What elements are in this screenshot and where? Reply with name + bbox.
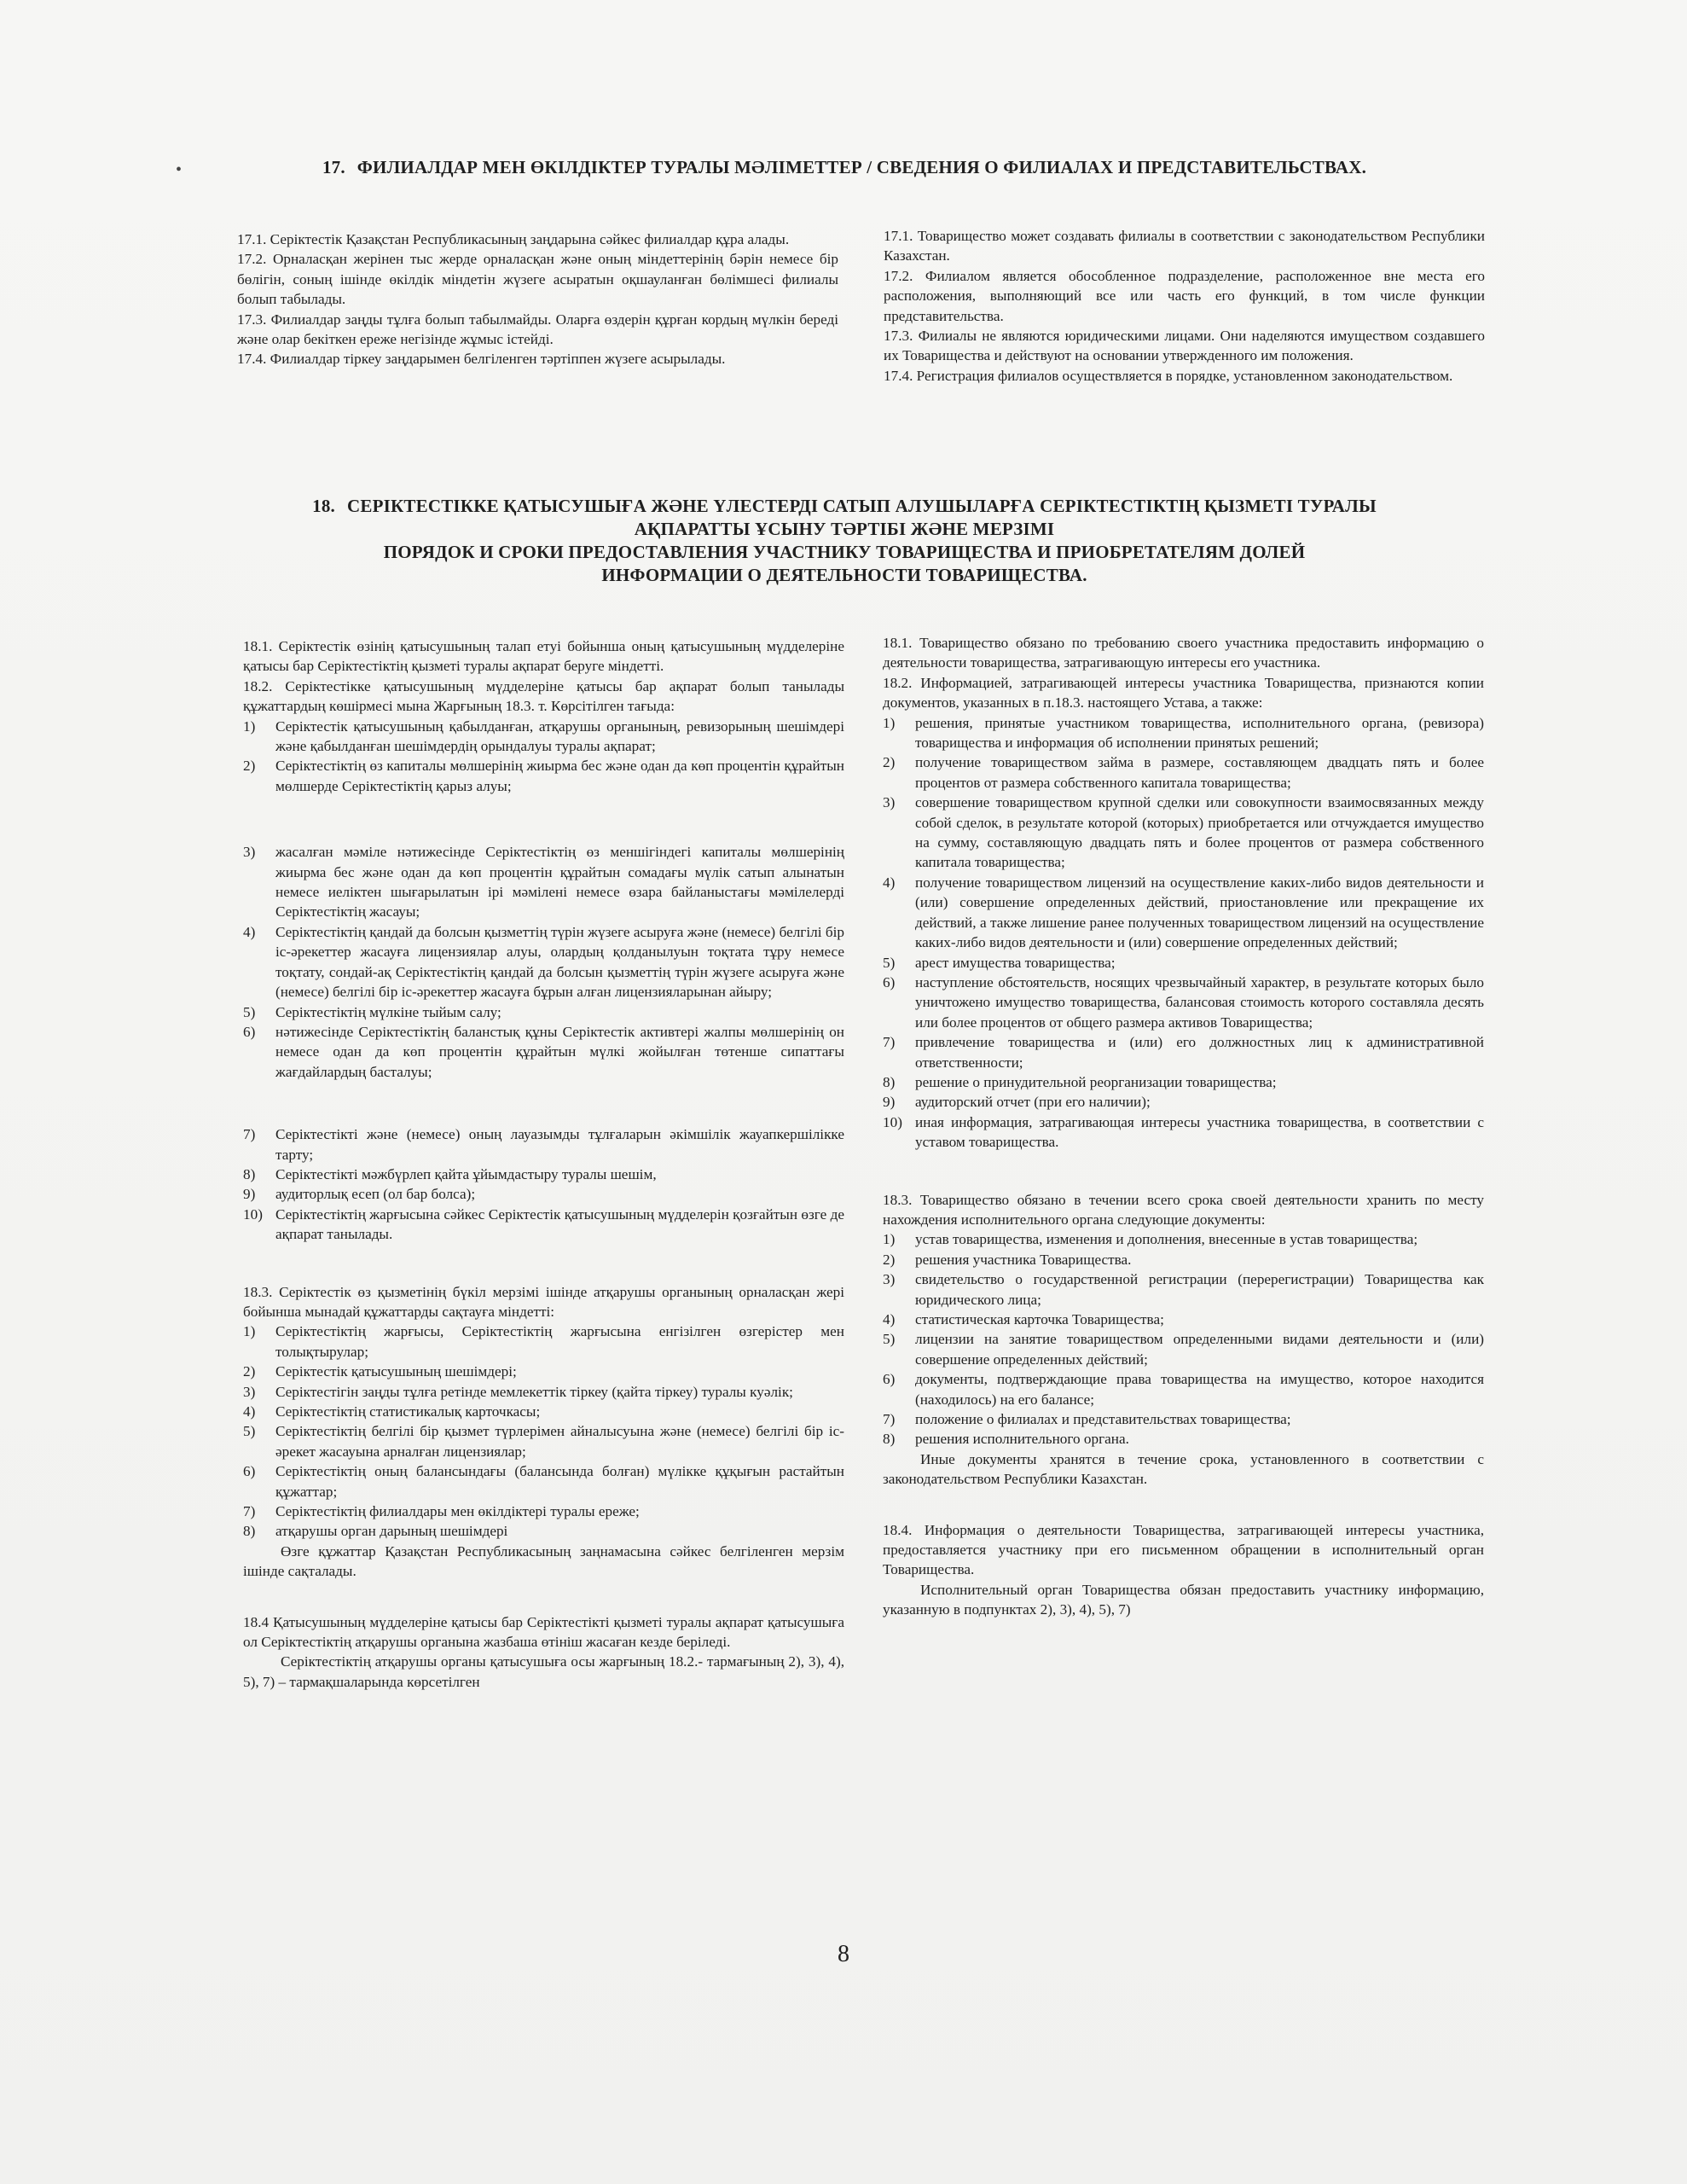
kz-18-3: 18.3. Серіктестік өз қызметінің бүкіл мерзімі ішінде атқарушы органының орналасқан жері бойынша мынадай құжаттарды сақтауға міндетті: (243, 1283, 844, 1320)
section-17-title: ФИЛИАЛДАР МЕН ӨКІЛДІКТЕР ТУРАЛЫ МӘЛІМЕТТЕР / СВЕДЕНИЯ О ФИЛИАЛАХ И ПРЕДСТАВИТЕЛЬСТВАХ. (357, 157, 1367, 177)
ru-17-1: 17.1. Товарищество может создавать филиалы в соответствии с законодательством Республики Казахстан. (884, 228, 1485, 264)
list-item: 4) получение товариществом лицензий на осуществление каких-либо видов деятельности и (или) совершение определенных действий, приостановление или прекращение их действий, а также лишение ранее полученных товариществом лицензий на осуществление каких-либо видов деятельности и (или) совершение определенных действий; (883, 874, 1484, 951)
list-item: 1) устав товарищества, изменения и дополнения, внесенные в устав товарищества; (883, 1231, 1418, 1248)
section-17-heading (205, 156, 1484, 179)
kz-18-2: 18.2. Серіктестікке қатысушының мүдделеріне қатысы бар ақпарат болып танылады құжаттардың көшірмесі мына Жарғының 18.3. т. Көрсітілген тағыда: (243, 677, 844, 715)
list-item: 8) решение о принудительной реорганизации товарищества; (883, 1073, 1277, 1090)
section-18-kz-column (243, 636, 844, 1692)
list-item: 4) Серіктестіктің қандай да болсын қызметтің түрін жүзеге асыруға және (немесе) белгілі бір іс-әрекеттер жасауға лицензиялар алуы, олардың қолданылуын тоқтата тұру немесе тоқтату, сондай-ақ Серіктестіктің қандай да болсын қызметтің түрін жүзеге асыруға және (немесе) белгілі бір іс-әрекеттер жасауға бұрын алған лицензияларынан айыру; (243, 923, 844, 1001)
section-17-kz-column (237, 229, 838, 369)
ru-17-4: 17.4. Регистрация филиалов осуществляется в порядке, установленном законодательством. (884, 367, 1453, 384)
list-item: 4) Серіктестіктің статистикалық карточкасы; (243, 1403, 541, 1420)
list-item: 2) Серіктестіктің өз капиталы мөлшерінің жиырма бес және одан да көп процентін құрайтын мөлшерде Серіктестіктің қарыз алуы; (243, 758, 844, 794)
kz-17-2: 17.2. Орналасқан жерінен тыс жерде орналасқан және оның міндеттерінің бәрін немесе бір бөлігін, соның ішінде өкілдік міндетін жүзеге асыратын оқшауланған бөлімшесі филиалы болып табылады. (237, 251, 838, 308)
kz-18-4-b: Серіктестіктің атқарушы органы қатысушыға осы жарғының 18.2.- тармағының 2), 3), 4), 5), 7) – тармақшаларында көрсетілген (243, 1653, 844, 1690)
section-17-ru-column (884, 226, 1485, 386)
list-item: 3) жасалған мәміле нәтижесінде Серіктестіктің өз меншігіндегі капиталы мөлшерінің жиырма бес және одан да көп процентін құрайтын сомадағы мүлік сатып алынатын немесе иеліктен шығарылатын ірі мәмілені немесе өзара байланыстағы мәмілелерді Серіктестіктің жасауы; (243, 844, 844, 921)
section-18-heading (205, 495, 1484, 587)
list-item: 10) иная информация, затрагивающая интересы участника товарищества, в соответствии с уставом товарищества. (883, 1113, 1484, 1151)
ru-18-4: 18.4. Информация о деятельности Товарищества, затрагивающей интересы участника, предоставляется участнику при его письменном обращении в исполнительный орган Товарищества. (883, 1521, 1484, 1578)
list-item: 9) аудиторский отчет (при его наличии); (883, 1094, 1151, 1111)
list-item: 7) привлечение товарищества и (или) его должностных лиц к административной ответственности; (883, 1034, 1484, 1071)
page-number: 8 (838, 1941, 849, 1967)
list-item: 3) совершение товариществом крупной сделки или совокупности взаимосвязанных между собой сделок, в результате которой (которых) приобретается или отчуждается имущество на сумму, составляющую двадцать пять и более процентов от размера собственного капитала товарищества; (883, 794, 1484, 871)
list-item: 8) решения исполнительного органа. (883, 1431, 1129, 1448)
list-item: 5) арест имущества товарищества; (883, 954, 1116, 971)
kz-18-4: 18.4 Қатысушының мүдделеріне қатысы бар Серіктестікті қызметі туралы ақпарат қатысушыға ол Серіктестіктің атқарушы органына жазбаша өтініш жасаған кезде беріледі. (243, 1613, 844, 1651)
section-18-number: 18. (312, 496, 336, 516)
scan-dot-mark: • (176, 160, 183, 179)
kz-17-3: 17.3. Филиалдар заңды тұлға болып табылмайды. Оларға өздерін құрған кордың мүлкін береді және олар бекіткен ереже негізінде жұмыс істейді. (237, 311, 838, 348)
section-18-ru-column (883, 633, 1484, 1620)
list-item: 10) Серіктестіктің жарғысына сәйкес Серіктестік қатысушының мүдделерін қозғайтын өзге де ақпарат танылады. (243, 1205, 844, 1243)
list-item: 2) получение товариществом займа в размере, составляющем двадцать пять и более процентов от размера собственного капитала товарищества; (883, 754, 1484, 791)
list-item: 6) наступление обстоятельств, носящих чрезвычайный характер, в результате которых было уничтожено имущество товарищества, балансовая стоимость которого составляла десять или более процентов от общего размера активов Товарищества; (883, 973, 1484, 1031)
list-item: 6) нәтижесінде Серіктестіктің баланстық құны Серіктестік активтері жалпы мөлшерінің он немесе одан да көп процентін құрайтын мүлкі жойылған төтенше сипаттағы жағдайлардың басталуы; (243, 1023, 844, 1080)
list-item: 1) решения, принятые участником товарищества, исполнительного органа, (ревизора) товарищества и информация об исполнении принятых решений; (883, 714, 1484, 752)
section-17-number: 17. (322, 157, 345, 177)
ru-18-1: 18.1. Товарищество обязано по требованию своего участника предоставить информацию о деятельности товарищества, затрагивающую интересы его участника. (883, 635, 1484, 671)
list-item: 5) Серіктестіктің белгілі бір қызмет түрлерімен айналысуына және (немесе) белгілі бір іс-әрекет жасауына арналған лицензиялар; (243, 1423, 844, 1460)
kz-17-1: 17.1. Серіктестік Қазақстан Республикасының заңдарына сәйкес филиалдар құра алады. (237, 231, 790, 247)
list-item: 1) Серіктестіктің жарғысы, Серіктестіктің жарғысына енгізілген өзгерістер мен толықтырулар; (243, 1323, 844, 1360)
kz-18-3-end: Өзге құжаттар Қазақстан Республикасының заңнамасына сәйкес белгіленген мерзім ішінде сақталады. (243, 1542, 844, 1580)
list-item: 9) аудиторлық есеп (ол бар болса); (243, 1186, 476, 1203)
list-item: 7) Серіктестікті және (немесе) оның лауазымды тұлғаларын әкімшілік жауапкершілікке тарту; (243, 1126, 844, 1163)
ru-18-2: 18.2. Информацией, затрагивающей интересы участника Товарищества, признаются копии документов, указанных в п.18.3. настоящего Устава, а также: (883, 674, 1484, 712)
list-item: 8) атқарушы орган дарының шешімдері (243, 1523, 508, 1540)
ru-18-4-b: Исполнительный орган Товарищества обязан предоставить участнику информацию, указанную в подпунктах 2), 3), 4), 5), 7) (883, 1581, 1484, 1618)
ru-17-3: 17.3. Филиалы не являются юридическими лицами. Они наделяются имуществом создавшего их Товарищества и действуют на основании утвержденного им положения. (884, 328, 1485, 364)
list-item: 5) лицензии на занятие товариществом определенными видами деятельности и (или) совершение определенных действий; (883, 1331, 1484, 1368)
list-item: 3) свидетельство о государственной регистрации (перерегистрации) Товарищества как юридического лица; (883, 1271, 1484, 1308)
list-item: 3) Серіктестігін заңды тұлға ретінде мемлекеттік тіркеу (қайта тіркеу) туралы куәлік; (243, 1383, 793, 1400)
list-item: 6) Серіктестіктің оның балансындағы (балансында болған) мүлікке құқығын растайтын құжаттар; (243, 1463, 844, 1500)
kz-18-1: 18.1. Серіктестік өзінің қатысушының талап етуі бойынша оның қатысушының мүдделеріне қатысы бар Серіктестіктің қызметі туралы ақпарат беруге міндетті. (243, 638, 844, 675)
ru-18-3-end: Иные документы хранятся в течение срока, установленного в соответствии с законодательством Республики Казахстан. (883, 1450, 1484, 1488)
list-item: 6) документы, подтверждающие права товарищества на имущество, которое находится (находилось) на его балансе; (883, 1371, 1484, 1408)
ru-18-3: 18.3. Товарищество обязано в течении всего срока своей деятельности хранить по месту нахождения исполнительного органа следующие документы: (883, 1191, 1484, 1228)
list-item: 4) статистическая карточка Товарищества; (883, 1311, 1164, 1327)
list-item: 2) решения участника Товарищества. (883, 1251, 1132, 1268)
list-item: 2) Серіктестік қатысушының шешімдері; (243, 1363, 517, 1380)
list-item: 1) Серіктестік қатысушының қабылданған, атқарушы органының, ревизорының шешімдері және қабылданған шешімдердің орындалуы туралы ақпарат; (243, 717, 844, 755)
section-18-title-ru-1: ПОРЯДОК И СРОКИ ПРЕДОСТАВЛЕНИЯ УЧАСТНИКУ ТОВАРИЩЕСТВА И ПРИОБРЕТАТЕЛЯМ ДОЛЕЙ (383, 542, 1306, 562)
list-item: 5) Серіктестіктің мүлкіне тыйым салу; (243, 1003, 501, 1020)
ru-17-2: 17.2. Филиалом является обособленное подразделение, расположенное вне места его расположения, выполняющий все или часть его функций, в том числе функции представительства. (884, 267, 1485, 324)
list-item: 7) положение о филиалах и представительствах товарищества; (883, 1411, 1291, 1428)
section-18-title-kz-2: АҚПАРАТТЫ ҰСЫНУ ТӘРТІБІ ЖӘНЕ МЕРЗІМІ (634, 519, 1055, 539)
section-18-title-ru-2: ИНФОРМАЦИИ О ДЕЯТЕЛЬНОСТИ ТОВАРИЩЕСТВА. (601, 565, 1087, 585)
kz-17-4: 17.4. Филиалдар тіркеу заңдарымен белгіленген тәртіппен жүзеге асырылады. (237, 351, 726, 368)
section-18-title-kz-1: СЕРІКТЕСТІККЕ ҚАТЫСУШЫҒА ЖӘНЕ ҮЛЕСТЕРДІ САТЫП АЛУШЫЛАРҒА СЕРІКТЕСТІКТІҢ ҚЫЗМЕТІ ТУРАЛЫ (347, 496, 1377, 516)
list-item: 8) Серіктестікті мәжбүрлеп қайта ұйымдастыру туралы шешім, (243, 1165, 657, 1182)
list-item: 7) Серіктестіктің филиалдары мен өкілдіктері туралы ереже; (243, 1503, 640, 1520)
